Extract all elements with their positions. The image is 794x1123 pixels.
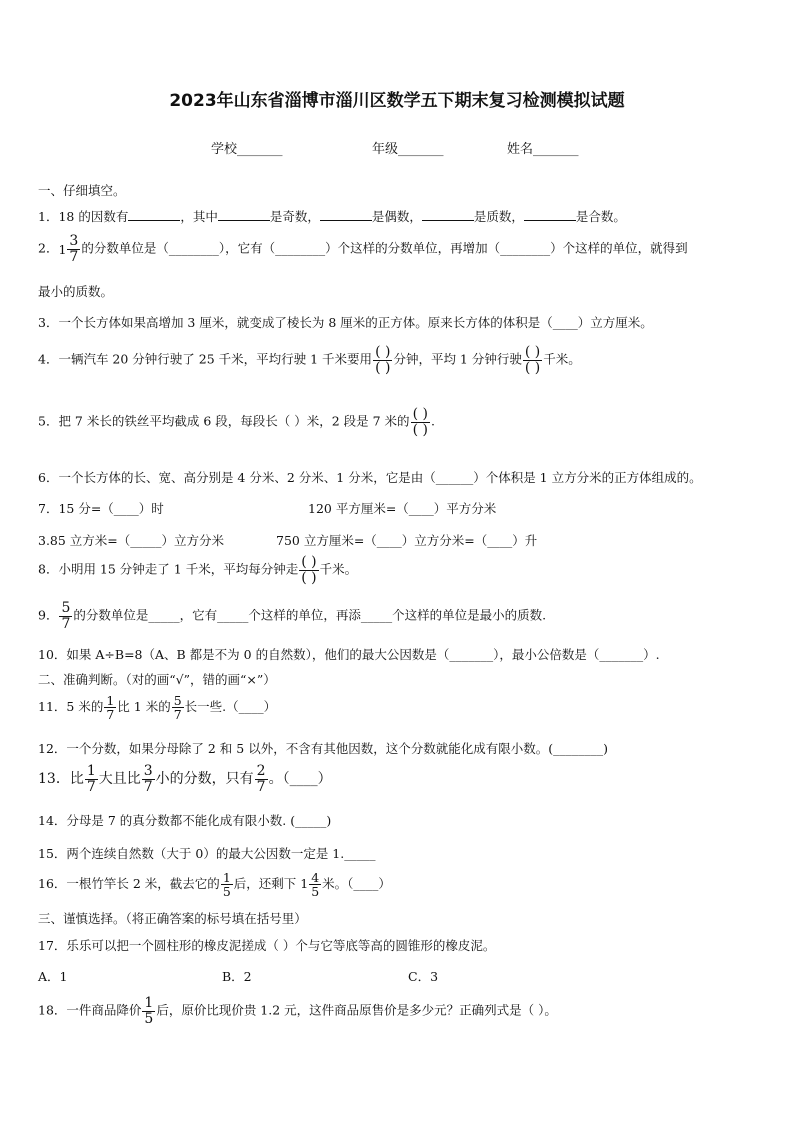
section-1-heading: 一、仔细填空。 <box>38 183 126 198</box>
question-17-option-a: A．1 <box>38 969 68 984</box>
grade-field: 年级_______ <box>372 142 444 157</box>
question-12: 12．一个分数，如果分母除了 2 和 5 以外，不含有其他因数，这个分数就能化成有限小数。(________) <box>38 741 608 756</box>
name-field: 姓名_______ <box>507 142 579 157</box>
fraction: $\frac{5}{7}$ <box>61 600 71 632</box>
question-13: 13．比 $\frac{1}{7}$ 大且比 $\frac{3}{7}$ 小的分数，只有 $\frac{2}{7}$ 。（____） <box>38 763 332 795</box>
fraction: $\frac{1}{7}$ <box>86 763 96 795</box>
fraction-blank: $\frac{( )}{( )}$ <box>524 344 541 376</box>
question-17: 17．乐乐可以把一个圆柱形的橡皮泥搓成（ ）个与它等底等高的圆锥形的橡皮泥。 <box>38 938 496 953</box>
question-8: 8．小明用 15 分钟走了 1 千米，平均每分钟走 $\frac{( )}{( )}$ 千米。 <box>38 554 358 586</box>
section-3-heading: 三、谨慎选择。（将正确答案的标号填在括号里） <box>38 911 307 926</box>
question-2-cont: 最小的质数。 <box>38 284 114 299</box>
question-10: 10．如果 A÷B=8（A、B 都是不为 0 的自然数），他们的最大公因数是（_______），最小公倍数是（_______）. <box>38 647 660 662</box>
question-2: 2．1 $\frac{3}{7}$ 的分数单位是（________），它有（________）个这样的分数单位，再增加（________）个这样的单位，就得到 <box>38 233 688 265</box>
fraction: $\frac{1}{5}$ <box>144 995 154 1027</box>
question-5: 5．把 7 米长的铁丝平均截成 6 段，每段长（ ）米，2 段是 7 米的 $\frac{( )}{( )}$ . <box>38 406 435 438</box>
question-17-option-c: C．3 <box>408 969 439 984</box>
question-3: 3．一个长方体如果高增加 3 厘米，就变成了棱长为 8 厘米的正方体。原来长方体的体积是（____）立方厘米。 <box>38 315 653 330</box>
question-17-option-b: B．2 <box>222 969 252 984</box>
fraction-blank: $\frac{( )}{( )}$ <box>301 554 317 586</box>
fraction-blank: $\frac{( )}{( )}$ <box>412 406 428 438</box>
fraction: $\frac{5}{7}$ <box>173 693 182 723</box>
question-7-c: 3.85 立方米=（_____）立方分米 <box>38 533 225 548</box>
question-1: 1．18 的因数有 ，其中 是奇数， 是偶数， 是质数， 是合数。 <box>38 209 626 224</box>
mixed-fraction: $\frac{3}{7}$ <box>69 233 79 265</box>
question-7-a: 7．15 分=（____）时 <box>38 501 164 516</box>
fraction: $\frac{2}{7}$ <box>256 763 266 795</box>
question-16: 16．一根竹竿长 2 米，截去它的 $\frac{1}{5}$ 后，还剩下 1 $\frac{4}{5}$ 米。（____） <box>38 870 391 900</box>
question-14: 14．分母是 7 的真分数都不能化成有限小数. (_____) <box>38 813 332 828</box>
fraction: $\frac{3}{7}$ <box>143 763 153 795</box>
question-4: 4．一辆汽车 20 分钟行驶了 25 千米，平均行驶 1 千米要用 $\frac{( )}{( )}$ 分钟，平均 1 分钟行驶 $\frac{( )}{( )}$ 千米。 <box>38 344 581 376</box>
exam-title: 2023年山东省淄博市淄川区数学五下期末复习检测模拟试题 <box>169 91 625 111</box>
school-field: 学校_______ <box>211 142 283 157</box>
question-6: 6．一个长方体的长、宽、高分别是 4 分米、2 分米、1 分米，它是由（______）个体积是 1 立方分米的正方体组成的。 <box>38 470 702 485</box>
mixed-fraction: $\frac{4}{5}$ <box>311 870 320 900</box>
fraction: $\frac{1}{7}$ <box>106 693 115 723</box>
question-11: 11．5 米的 $\frac{1}{7}$ 比 1 米的 $\frac{5}{7}$ 长一些.（____） <box>38 693 277 723</box>
question-15: 15．两个连续自然数（大于 0）的最大公因数一定是 1._____ <box>38 846 376 861</box>
fraction: $\frac{1}{5}$ <box>222 870 231 900</box>
section-2-heading: 二、准确判断。（对的画“√”，错的画“×”） <box>38 672 276 687</box>
fraction-blank: $\frac{( )}{( )}$ <box>375 344 391 376</box>
question-7-d: 750 立方厘米=（____）立方分米=（____）升 <box>276 533 538 548</box>
question-9: 9． $\frac{5}{7}$ 的分数单位是_____，它有_____个这样的单位，再添_____个这样的单位是最小的质数. <box>38 600 547 632</box>
question-7-b: 120 平方厘米=（____）平方分米 <box>308 501 497 516</box>
question-18: 18．一件商品降价 $\frac{1}{5}$ 后，原价比现价贵 1.2 元，这件商品原售价是多少元？正确列式是（ ）。 <box>38 995 557 1027</box>
